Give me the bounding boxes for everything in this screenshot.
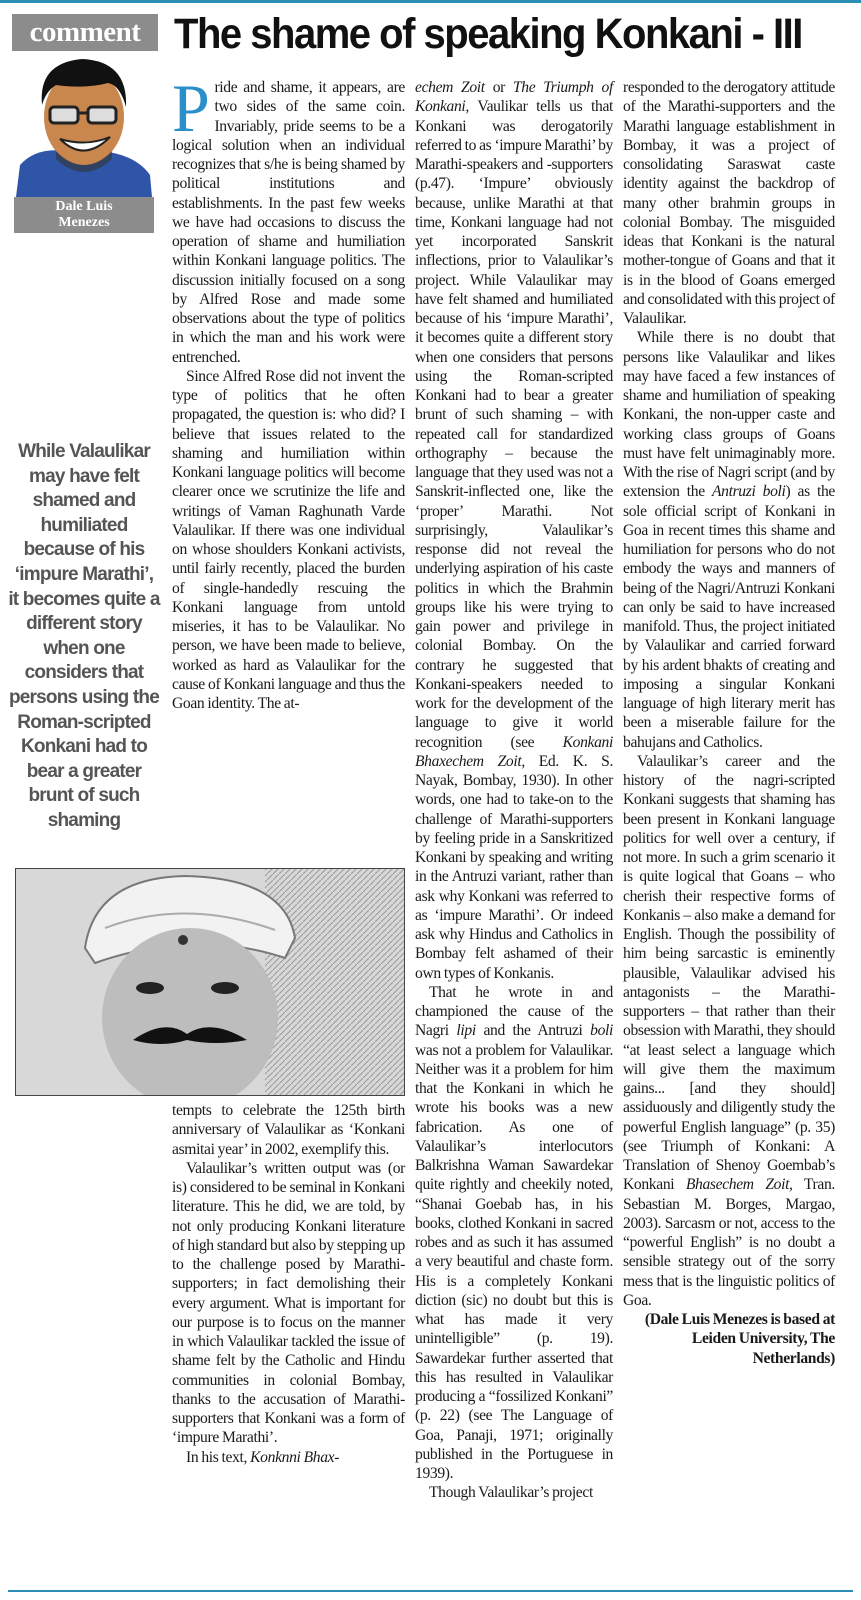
article-paragraph <box>172 367 405 714</box>
italic-text: Bhasechem Zoit, <box>685 1176 793 1194</box>
author-note <box>623 1310 835 1368</box>
article-paragraph <box>172 70 405 367</box>
article-paragraph <box>415 983 613 1484</box>
text-run: or <box>484 79 513 96</box>
text-run: was not a problem for Valaulikar. Neither was it a problem for him that the Konkani in which he wrote his books was a new fabrication. As one of Valaulikar’s interlocutors Balkrishna Waman Sawardekar quite rightly and cheekily noted, “Shanai Goebab has, in his books, clothed Konkani in sacred robes and as such it has assumed a very beautiful and chaste form. His is a completely Konkani diction (sic) no doubt but this is what has made it very unintelligible” (p. 19). Sawardekar further asserted that this has resulted in Valaulikar producing a “fossilized Konkani” (p. 22) (see The Language of Goa, Panaji, 1971; originally published in the Portuguese in 1939). <box>415 1041 613 1482</box>
author-name-line1: Dale Luis <box>55 199 113 214</box>
article-paragraph <box>172 1159 405 1448</box>
top-rule <box>0 0 861 3</box>
text-run: While there is no doubt that persons like Valaulikar and likes may have faced a few instances of shame and humiliation of speaking Konkani, the non-upper caste and working class groups of Goans must have felt unimaginably more. With the rise of Nagri script (and by extension the <box>623 329 835 501</box>
article-paragraph <box>623 328 835 752</box>
text-run: That he wrote in and championed the cause of the Nagri <box>415 983 613 1040</box>
text-run: Valaulikar’s written output was (or is) considered to be seminal in Konkani literature. This he did, we are told, by not only producing Konkani literature of high standard but also by stepping up to the challenge posed by Marathi-supporters; in fact demolishing their every argument. What is important for our purpose is to focus on the manner in which Valaulikar tackled the issue of shame felt by the Catholic and Hindu communities in colonial Bombay, thanks to the accusation of Marathi-supporters that Konkani was a form of ‘impure Marathi’. <box>172 1159 405 1447</box>
article-paragraph <box>415 1483 613 1502</box>
text-run: ride and shame, it appears, are two sides of the same coin. Invariably, pride seems to be a logical solution when an individual recognizes that s/he is being shamed by political institutions and establishments. In the past few weeks we have had occasions to discuss the operation of shame and humiliation within Konkani language politics. The discussion initially focused on a song by Alfred Rose and made some observations about the type of politics in which the man and his work were entrenched. <box>172 79 405 366</box>
article-column-1 <box>172 70 405 713</box>
italic-text: Konknni Bhax- <box>250 1448 340 1466</box>
italic-text: Konkani Bhaxechem Zoit, <box>415 733 613 770</box>
pull-quote: While Valaulikar may have felt shamed and humiliated because of his ‘impure Marathi’, it becomes quite a different story when one considers that persons using the Roman-scripted Konkani had to bear a greater brunt of such shaming <box>8 441 160 831</box>
text-run: (Dale Luis Menezes is based at Leiden University, The Netherlands) <box>644 1311 835 1367</box>
drop-cap: P <box>172 70 210 146</box>
valaulikar-portrait-photo <box>15 868 405 1096</box>
text-run: Though Valaulikar’s project <box>429 1484 593 1502</box>
italic-text: echem Zoit <box>415 79 485 96</box>
author-caricature <box>16 55 152 197</box>
headline: The shame of speaking Konkani - III <box>174 10 802 58</box>
article-paragraph <box>415 78 613 983</box>
text-run: Vaulikar tells us that Konkani was derogatorily referred to as ‘impure Marathi’ by Marathi-speakers and -supporters (p.47). ‘Impure’ obviously because, unlike Marathi at that time, Konkani language had not yet incorporated Sanskrit inflections, prior to Valaulikar’s project. While Valaulikar may have felt shamed and humiliated because of his ‘impure Marathi’, it becomes quite a different story when one considers that persons using the Roman-scripted Konkani had to bear a greater brunt of such shaming – with repeated call for standardized orthography – because the language that they used was not a Sanskrit-inflected one, like the ‘proper’ Marathi. Not surprisingly, Valaulikar’s response did not reveal the underlying aspiration of his caste politics in which the Brahmin groups like his were trying to gain power and privilege in colonial Bombay. On the contrary he suggested that Konkani-speakers needed to work for the development of the language to give it world recognition (see <box>415 98 613 751</box>
italic-text: boli <box>590 1022 614 1040</box>
article-column-1-continued <box>172 1101 405 1467</box>
article-column-2 <box>415 78 613 1503</box>
text-run: tempts to celebrate the 125th birth anniversary of Valaulikar as ‘Konkani asmitai year’ in 2002, exemplify this. <box>172 1102 405 1158</box>
italic-text: lipi <box>456 1022 476 1040</box>
text-run: Ed. K. S. Nayak, Bombay, 1930). In other words, one had to take-on to the challenge of Marathi-supporters by feeling pride in a Sanskritized Konkani by speaking and writing in the Antruzi variant, rather than ask why Konkani was referred to as ‘impure Marathi’. Or indeed ask why Hindus and Catholics in Bombay felt ashamed of their own types of Konkanis. <box>415 752 613 982</box>
text-run: ) as the sole official script of Konkani in Goa in recent times this shame and humiliation for persons who do not embody the ways and manners of being of the Nagri/Antruzi Konkani can only be said to have increased manifold. Thus, the project initiated by Valaulikar and carried forward by his ardent bhakts of creating and imposing a singular Konkani language of high literary merit has been a miserable failure for the bahujans and Catholics. <box>623 483 835 751</box>
text-run: Since Alfred Rose did not invent the type of politics that he often propagated, the question is: who did? I believe that issues related to the shaming and humiliation within Konkani language politics will become clearer once we scrutinize the life and writings of Vaman Raghunath Varde Valaulikar. If there was one individual on whose shoulders Konkani activists, until fairly recently, placed the burden of single-handedly rescuing the Konkani language from untold miseries, it has to be Valaulikar. No person, we have been made to believe, worked as hard as Valaulikar for the cause of Konkani language and thus the Goan identity. The at- <box>172 367 405 712</box>
italic-text: The Triumph of Konkani, <box>415 79 613 116</box>
text-run: Tran. Sebastian M. Borges, Margao, 2003). Sarcasm or not, access to the “powerful English” is no doubt a sensible strategy out of the sorry mess that is the linguistic politics of Goa. <box>623 1176 835 1309</box>
article-column-3 <box>623 78 835 1368</box>
text-run: In his text, <box>186 1448 251 1466</box>
author-name-line2: Menezes <box>58 215 110 230</box>
article-paragraph <box>623 752 835 1310</box>
article-paragraph <box>172 1101 405 1159</box>
article-paragraph <box>623 78 835 328</box>
section-tag: comment <box>12 14 158 51</box>
italic-text: Antruzi boli <box>711 483 786 501</box>
text-run: and the Antruzi <box>475 1022 591 1040</box>
article-paragraph <box>172 1448 405 1467</box>
bottom-rule <box>8 1590 853 1592</box>
text-run: responded to the derogatory attitude of the Marathi-supporters and the Marathi language establishment in Bombay, it was a project of consolidating Saraswat caste identity against the backdrop of many other brahmin groups in colonial Bombay. The misguided ideas that Konkani is the natural mother-tongue of Goans and that it is in the blood of Goans emerged and consolidated with this project of Valaulikar. <box>623 79 835 327</box>
text-run: Valaulikar’s career and the history of the nagri-scripted Konkani suggests that shaming has been present in Konkani language politics for well over a century, if not more. In such a grim scenario it is quite logical that Goans – who cherish their respective forms of Konkanis – also make a demand for English. Though the possibility of him being sarcastic is eminently plausible, Valaulikar advised his antagonists – the Marathi-supporters – that rather than their obsession with Marathi, they should “at least select a language which will give them the maximum gains... [and they should] assiduously and diligently study the powerful English language” (p. 35) (see Triumph of Konkani: A Translation of Shenoy Goembab’s Konkani <box>623 752 835 1194</box>
author-byline <box>14 197 154 233</box>
